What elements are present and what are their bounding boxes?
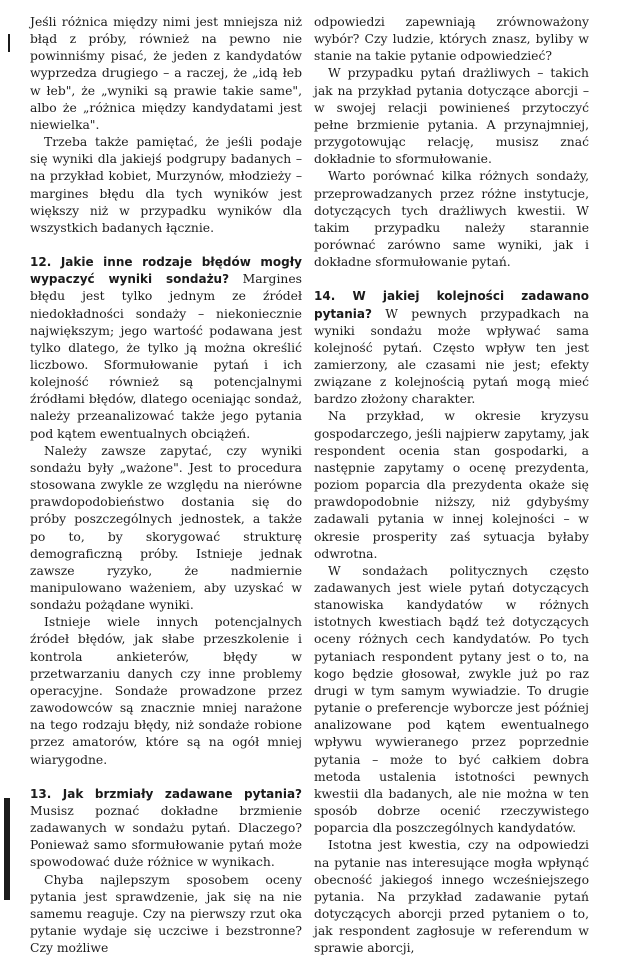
paragraph: Istnieje wiele innych potencjalnych źródeł błędów, jak słabe przeszkolenie i kontrola ankieterów, błędy w przetwarzaniu danych czy inne problemy operacyjne. Sondaże prowadzone przez zawodowców są znacznie mniej narażone na tego rodzaju błędy, niż sondaże robione przez amatorów, które są na ogół mniej wiarygodne.: [30, 614, 302, 768]
paragraph: Istotna jest kwestia, czy na odpowiedzi na pytanie nas interesujące mogła wpłynąć obecność jakiegoś innego wcześniejszego pytania. Na przykład zadawanie pytań dotyczących aborcji przed pytaniem o to, jak respondent zagłosuje w referendum w sprawie aborcji,: [314, 837, 589, 957]
section-heading: 13. Jak brzmiały zadawane pytania?: [30, 787, 302, 801]
paragraph: W sondażach politycznych często zadawanych jest wiele pytań dotyczących stanowiska kandydatów w różnych istotnych kwestiach bądź też dotyczących oceny różnych cech kandydatów. Po tych pytaniach respondent pytany jest o to, na kogo będzie głosował, zwykle już po raz drugi w tym samym wywiadzie. To drugie pytanie o preferencje wyborcze jest później analizowane pod kątem ewentualnego wpływu wywieranego przez poprzednie pytania – może to być całkiem dobra metoda ustalenia istotności pewnych kwestii dla badanych, ale nie można w ten sposób dobrze ocenić rzeczywistego poparcia dla poszczególnych kandydatów.: [314, 563, 589, 838]
paragraph: Na przykład, w okresie kryzysu gospodarczego, jeśli najpierw zapytamy, jak respondent ocenia stan gospodarki, a następnie zapytamy o ocenę prezydenta, poziom poparcia dla prezydenta okaże się prawdopodobnie niższy, niż gdybyśmy zadawali pytania w innej kolejności – w okresie prosperity zaś sytuacja byłaby odwrotna.: [314, 408, 589, 562]
section-heading: 14. W jakiej kolejności zadawano pytania?: [314, 289, 589, 320]
section-12: [30, 254, 302, 443]
scan-artifact-bottom: [4, 798, 10, 900]
section-body: Margines błędu jest tylko jednym ze źródeł niedokładności sondaży – niekoniecznie największym; jego wartość podawana jest tylko dlatego, że tylko ją można określić liczbowo. Sformułowanie pytań i ich kolejność również są potencjalnymi źródłami błędów, dlatego oceniając sondaż, należy przeanalizować także jego pytania pod kątem ewentualnych obciążeń.: [30, 272, 302, 440]
paragraph: W przypadku pytań drażliwych – takich jak na przykład pytania dotyczące aborcji – w swojej relacji powinieneś przytoczyć pełne brzmienie pytania. A przynajmniej, przygotowując relację, musisz znać dokładnie to sformułowanie.: [314, 65, 589, 168]
paragraph: Jeśli różnica między nimi jest mniejsza niż błąd z próby, również na pewno nie powinniśmy pisać, że jeden z kandydatów wyprzedza drugiego – a raczej, że „idą łeb w łeb", że „wyniki są prawie takie same", albo że „różnica między kandydatami jest niewielka".: [30, 14, 302, 134]
section-heading: 12. Jakie inne rodzaje błędów mogły wypaczyć wyniki sondażu?: [30, 255, 302, 286]
paragraph: Trzeba także pamiętać, że jeśli podaje się wyniki dla jakiejś podgrupy badanych – na przykład kobiet, Murzynów, młodzieży – margines błędu dla tych wyników jest większy niż w przypadku wyników dla wszystkich badanych łącznie.: [30, 134, 302, 237]
left-column: [30, 14, 302, 957]
paragraph: odpowiedzi zapewniają zrównoważony wybór? Czy ludzie, których znasz, byliby w stanie na takie pytanie odpowiedzieć?: [314, 14, 589, 65]
paragraph: Należy zawsze zapytać, czy wyniki sondażu były „ważone". Jest to procedura stosowana zwykle ze względu na nierówne prawdopodobieństwo dostania się do próby poszczególnych jednostek, a także po to, by skorygować strukturę demograficzną próby. Istnieje jednak zawsze ryzyko, że nadmiernie manipulowano ważeniem, aby uzyskać w sondażu pożądane wyniki.: [30, 443, 302, 615]
paragraph: Chyba najlepszym sposobem oceny pytania jest sprawdzenie, jak się na nie samemu reaguje. Czy na pierwszy rzut oka pytanie wydaje się uczciwe i bezstronne? Czy możliwe: [30, 872, 302, 957]
section-body: Musisz poznać dokładne brzmienie zadawanych w sondażu pytań. Dlaczego? Ponieważ samo sformułowanie pytań może spowodować duże różnice w wynikach.: [30, 804, 302, 869]
section-13: [30, 786, 302, 872]
right-column: [314, 14, 589, 957]
section-body: W pewnych przypadkach na wyniki sondażu może wpływać sama kolejność pytań. Często wpływ ten jest zamierzony, ale czasami nie jest; efekty związane z kolejnością pytań mogą mieć bardzo złożony charakter.: [314, 307, 589, 407]
section-14: [314, 288, 589, 408]
paragraph: Warto porównać kilka różnych sondaży, przeprowadzanych przez różne instytucje, dotyczących tych drażliwych kwestii. W takim przypadku należy starannie porównać zarówno same wyniki, jak i dokładne sformułowanie pytań.: [314, 168, 589, 271]
scan-artifact-top: [8, 34, 10, 52]
